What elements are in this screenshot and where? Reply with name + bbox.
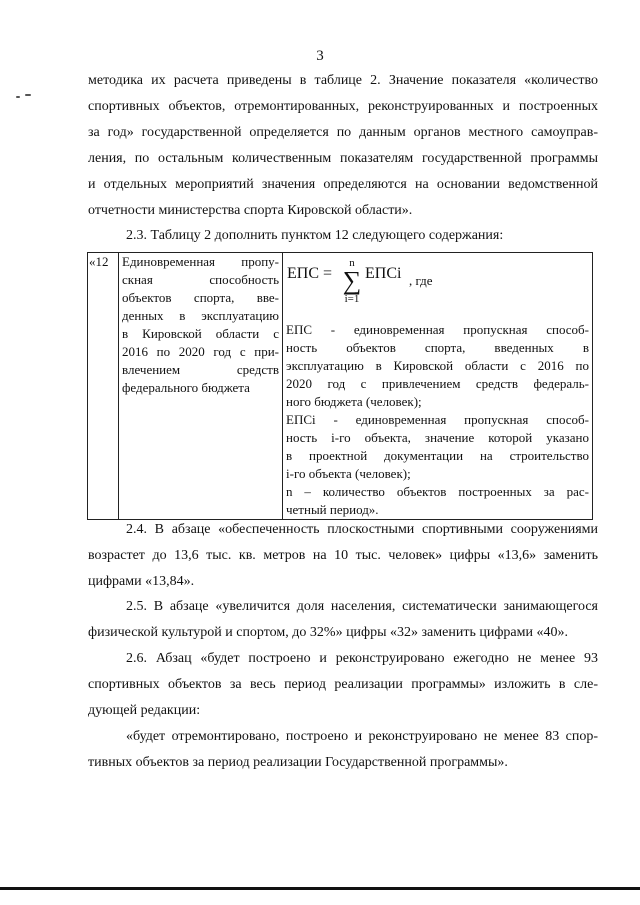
definition-line: i-го объекта (человек);: [286, 466, 411, 481]
item-2-6-line-1: 2.6. Абзац «будет построено и реконструировано ежегодно не менее 93: [126, 651, 598, 666]
item-2-4-line-1: 2.4. В абзаце «обеспеченность плоскостными спортивными сооружениями: [126, 522, 598, 537]
indicator-line: денных в эксплуатацию: [122, 308, 279, 323]
intro-line-6: отчетности министерства спорта Кировской области».: [88, 203, 413, 218]
formula-rhs: ЕПСi: [365, 265, 402, 282]
item-2-5-line-1: 2.5. В абзаце «увеличится доля населения, систематически занимающегося: [126, 599, 598, 614]
indicator-line: влечением средств: [122, 362, 279, 377]
formula-lhs: ЕПС =: [287, 265, 333, 282]
definition-line: ность i-го объекта, значение которой указано: [286, 430, 589, 445]
sum-upper-limit: n: [349, 257, 355, 269]
definition-line: ЕПСi - единовременная пропускная способ-: [286, 412, 589, 427]
indicator-line: скная способность: [122, 272, 279, 287]
item-2-5-line-2: физической культурой и спортом, до 32%» цифры «32» заменить цифрами «40».: [88, 625, 568, 640]
table-row: [88, 253, 593, 520]
definition-line: ного бюджета (человек);: [286, 394, 422, 409]
definition-line: ность объектов спорта, введенных в: [286, 340, 589, 355]
intro-line-1: методика их расчета приведены в таблице 2. Значение показателя «количество: [88, 73, 598, 88]
sigma-icon: ∑: [342, 266, 362, 295]
quote-line-2: тивных объектов за период реализации Государственной программы».: [88, 755, 508, 770]
page-number: 3: [316, 48, 324, 64]
definition-line: эксплуатацию в Кировской области с 2016 по: [286, 358, 589, 373]
intro-line-3: за год» государственной определяется по данным органов местного самоуправ-: [88, 125, 598, 140]
sum-lower-limit: i=1: [344, 293, 360, 305]
item-2-3: 2.3. Таблицу 2 дополнить пунктом 12 следующего содержания:: [126, 228, 504, 243]
definition-line: n – количество объектов построенных за рас-: [286, 484, 589, 499]
item-2-6-line-2: спортивных объектов за весь период реализации программы» изложить в сле-: [88, 677, 598, 692]
row-number: «12: [89, 254, 109, 269]
sum-symbol: [341, 257, 363, 305]
formula: [283, 253, 592, 321]
intro-line-5: и отдельных мероприятий значения определяются на основании ведомственной: [88, 177, 598, 192]
item-2-4-line-2: возрастет до 13,6 тыс. кв. метров на 10 тыс. человек» цифры «13,6» заменить: [88, 548, 598, 563]
definition-line: четный период».: [286, 502, 379, 517]
indicator-line: федерального бюджета: [122, 380, 250, 395]
intro-line-4: ления, по остальным количественным показателям государственной программы: [88, 151, 598, 166]
indicator-line: 2016 по 2020 год с при-: [122, 344, 279, 359]
definition-line: 2020 год с привлечением средств федераль-: [286, 376, 589, 391]
formula-suffix: , где: [409, 273, 433, 288]
amendment-table: [87, 252, 593, 520]
indicator-line: объектов спорта, вве-: [122, 290, 279, 305]
quote-line-1: «будет отремонтировано, построено и реконструировано не менее 83 спор-: [126, 729, 598, 744]
indicator-line: в Кировской области с: [122, 326, 279, 341]
item-2-6-line-3: дующей редакции:: [88, 703, 201, 718]
method-cell: [283, 253, 593, 520]
item-2-4-line-3: цифрами «13,84».: [88, 574, 195, 589]
definition-line: в проектной документации на строительство: [286, 448, 589, 463]
indicator-line: Единовременная пропу-: [122, 254, 279, 269]
intro-line-2: спортивных объектов, отремонтированных, реконструированных и построенных: [88, 99, 598, 114]
margin-mark: [16, 96, 32, 99]
row-number-cell: [88, 253, 119, 520]
indicator-name-cell: [119, 253, 283, 520]
bottom-rule: [0, 887, 640, 890]
definition-line: ЕПС - единовременная пропускная способ-: [286, 322, 589, 337]
